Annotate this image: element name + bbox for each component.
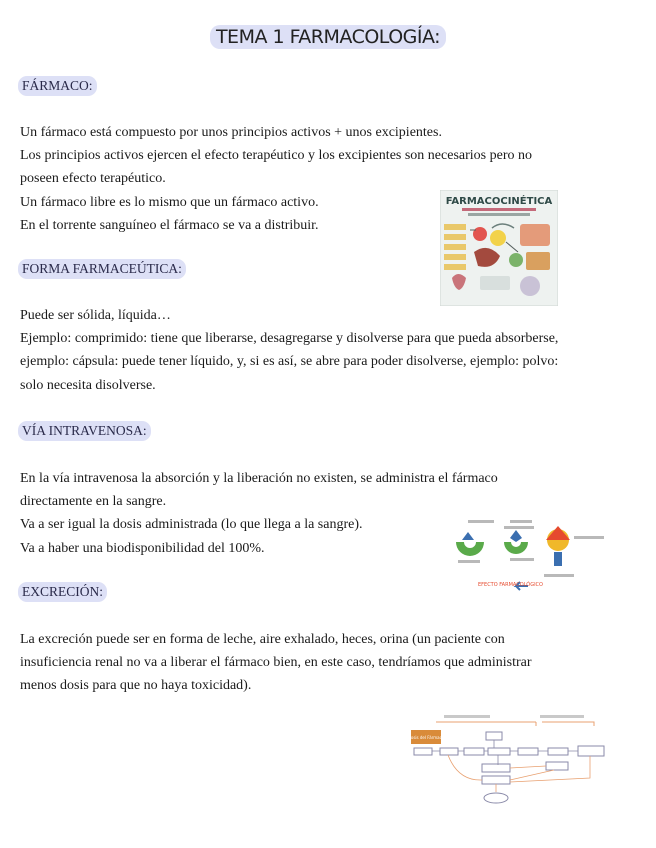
page-title: TEMA 1 FARMACOLOGÍA: bbox=[210, 25, 446, 49]
dose-box-label: Dosis del Fármaco bbox=[408, 735, 445, 740]
paragraph-line: Ejemplo: comprimido: tiene que liberarse, desagregarse y disolverse para que pueda absorberse, bbox=[20, 331, 559, 347]
paragraph-line: directamente en la sangre. bbox=[20, 494, 167, 510]
effect-label: EFECTO FARMACOLÓGICO bbox=[478, 582, 543, 588]
section-heading-excrecion: EXCRECIÓN: bbox=[18, 582, 107, 602]
paragraph-line: La excreción puede ser en forma de leche, aire exhalado, heces, orina (un paciente con bbox=[20, 632, 505, 647]
paragraph-line: insuficiencia renal no va a liberar el fármaco bien, en este caso, tendríamos que administrar bbox=[20, 655, 532, 671]
paragraph-line: Un fármaco está compuesto por unos principios activos + unos excipientes. bbox=[20, 125, 442, 140]
infographic-title: FARMACOCINÉTICA bbox=[445, 196, 553, 207]
paragraph-line: solo necesita disolverse. bbox=[20, 377, 156, 393]
section-heading-via-intravenosa: VÍA INTRAVENOSA: bbox=[18, 421, 151, 441]
paragraph-line: Va a haber una biodisponibilidad del 100%. bbox=[20, 540, 265, 556]
paragraph-line: Va a ser igual la dosis administrada (lo que llega a la sangre). bbox=[20, 517, 363, 533]
paragraph-line: Puede ser sólida, líquida… bbox=[20, 308, 171, 323]
paragraph-line: Un fármaco libre es lo mismo que un fármaco activo. bbox=[20, 194, 319, 210]
paragraph-line: En la vía intravenosa la absorción y la liberación no existen, se administra el fármaco bbox=[20, 471, 498, 486]
page-title-wrap bbox=[0, 26, 656, 48]
pharmacokinetics-flow-diagram bbox=[408, 712, 608, 806]
receptor-effect-diagram bbox=[450, 518, 610, 592]
paragraph-line: menos dosis para que no haya toxicidad). bbox=[20, 678, 252, 694]
paragraph-line: poseen efecto terapéutico. bbox=[20, 171, 166, 187]
pharmacokinetics-infographic bbox=[440, 190, 558, 306]
section-body-forma-farmaceutica bbox=[20, 304, 630, 397]
paragraph-line: En el torrente sanguíneo el fármaco se va a distribuir. bbox=[20, 217, 319, 233]
paragraph-line: Los principios activos ejercen el efecto terapéutico y los excipientes son necesarios pero no bbox=[20, 148, 532, 164]
section-heading-farmaco: FÁRMACO: bbox=[18, 76, 97, 96]
paragraph-line: ejemplo: cápsula: puede tener líquido, y, si es así, se abre para poder disolverse, ejemplo: polvo: bbox=[20, 354, 559, 370]
section-body-excrecion bbox=[20, 628, 630, 698]
section-heading-forma-farmaceutica: FORMA FARMACEÚTICA: bbox=[18, 259, 186, 279]
